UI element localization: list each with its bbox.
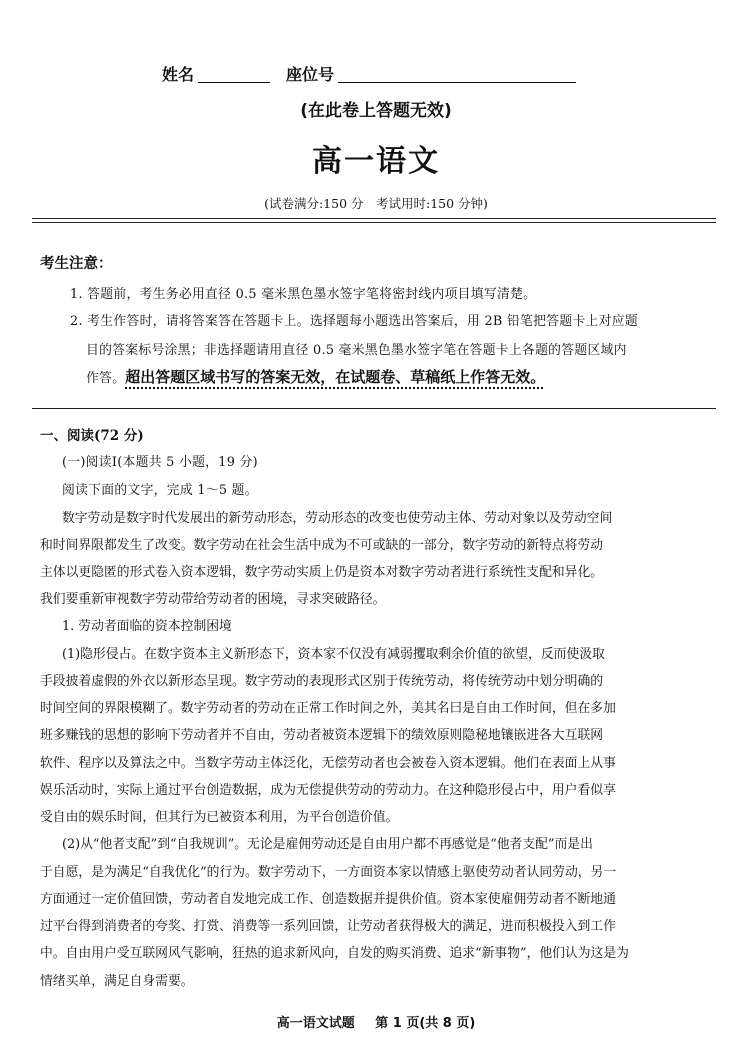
emphasized-warning: 超出答题区域书写的答案无效，在试题卷、草稿纸上作答无效。 <box>125 368 546 386</box>
attention-heading: 考生注意： <box>40 256 113 272</box>
reading-instruction: 阅读下面的文字，完成 1～5 题。 <box>62 483 258 498</box>
article-line: 数字劳动是数字时代发展出的新劳动形态，劳动形态的改变也使劳动主体、劳动对象以及劳动空间 <box>62 511 613 526</box>
seat-label: 座位号 <box>286 65 335 84</box>
divider-middle <box>32 408 716 409</box>
article-line: 过平台得到消费者的夸奖、打赏、消费等一系列回馈，让劳动者获得极大的满足，进而积极投入到工作 <box>40 919 616 934</box>
footer-subject: 高一语文试题 <box>276 1016 355 1031</box>
invalid-answer-notice: (在此卷上答题无效) <box>300 101 452 121</box>
attention-line-3-prefix: 作答。 <box>86 371 126 386</box>
article-line: 我们要重新审视数字劳动带给劳动者的困境，寻求突破路径。 <box>40 592 386 607</box>
article-subheading: 1. 劳动者面临的资本控制困境 <box>62 619 232 634</box>
article-line: 情绪买单，满足自身需要。 <box>40 974 194 989</box>
name-blank <box>198 66 270 83</box>
article-line: 受自由的娱乐时间，但其行为已被资本利用，为平台创造价值。 <box>40 810 399 825</box>
exam-title: 高一语文 <box>312 144 440 179</box>
footer-page-number: 第 1 页(共 8 页) <box>375 1016 476 1031</box>
article-line: (2)从“他者支配”到“自我规训”。无论是雇佣劳动还是自由用户都不再感觉是“他者支配”而是出 <box>62 837 593 852</box>
divider-top <box>32 218 716 219</box>
attention-item-1: 1. 答题前，考生务必用直径 0.5 毫米黑色墨水签字笔将密封线内项目填写清楚。 <box>70 287 537 302</box>
article-line: (1)隐形侵占。在数字资本主义新形态下，资本家不仅没有减弱攫取剩余价值的欲望，反而使汲取 <box>62 647 605 662</box>
attention-item-2-line-1: 2. 考生作答时，请将答案答在答题卡上。选择题每小题选出答案后，用 2B 铅笔把答题卡上对应题 <box>70 314 638 329</box>
seat-blank <box>338 66 576 83</box>
article-line: 中。自由用户受互联网风气影响，狂热的追求新风向，自发的购买消费、追求“新事物”，他们认为这是为 <box>40 946 629 961</box>
name-label: 姓名 <box>162 65 195 84</box>
article-line: 于自愿，是为满足“自我优化”的行为。数字劳动下，一方面资本家以情感上驱使劳动者认同劳动，另一 <box>40 865 617 880</box>
article-line: 班多赚钱的思想的影响下劳动者并不自由，劳动者被资本逻辑下的绩效原则隐秘地镶嵌进各大互联网 <box>40 728 604 743</box>
page-footer <box>0 1012 752 1031</box>
section-heading: 一、阅读(72 分) <box>40 428 144 444</box>
article-line: 和时间界限都发生了改变。数字劳动在社会生活中成为不可或缺的一部分，数字劳动的新特点将劳动 <box>40 538 604 553</box>
article-line: 娱乐活动时，实际上通过平台创造数据，成为无偿提供劳动的劳动力。在这种隐形侵占中，用户看似享 <box>40 783 616 798</box>
article-line: 手段披着虚假的外衣以新形态呈现。数字劳动的表现形式区别于传统劳动，将传统劳动中划分明确的 <box>40 674 604 689</box>
article-line: 时间空间的界限模糊了。数字劳动者的劳动在正常工作时间之外，美其名曰是自由工作时间，但在多加 <box>40 701 616 716</box>
student-info-line <box>162 62 582 85</box>
article-line: 软件、程序以及算法之中。当数字劳动主体泛化，无偿劳动者也会被卷入资本逻辑。他们在表面上从事 <box>40 756 616 771</box>
exam-subtitle: (试卷满分:150 分 考试用时:150 分钟) <box>264 196 488 211</box>
divider-top-second <box>32 222 716 223</box>
attention-item-2-line-2: 目的答案标号涂黑；非选择题请用直径 0.5 毫米黑色墨水签字笔在答题卡上各题的答题区域内 <box>86 343 627 358</box>
article-line: 主体以更隐匿的形式卷入资本逻辑，数字劳动实质上仍是资本对数字劳动者进行系统性支配和异化。 <box>40 565 604 580</box>
article-line: 方面通过一定价值回馈，劳动者自发地完成工作、创造数据并提供价值。资本家使雇佣劳动者不断地通 <box>40 892 616 907</box>
attention-item-2-line-3 <box>86 366 545 387</box>
subsection-heading: (一)阅读Ⅰ(本题共 5 小题，19 分) <box>62 455 258 470</box>
